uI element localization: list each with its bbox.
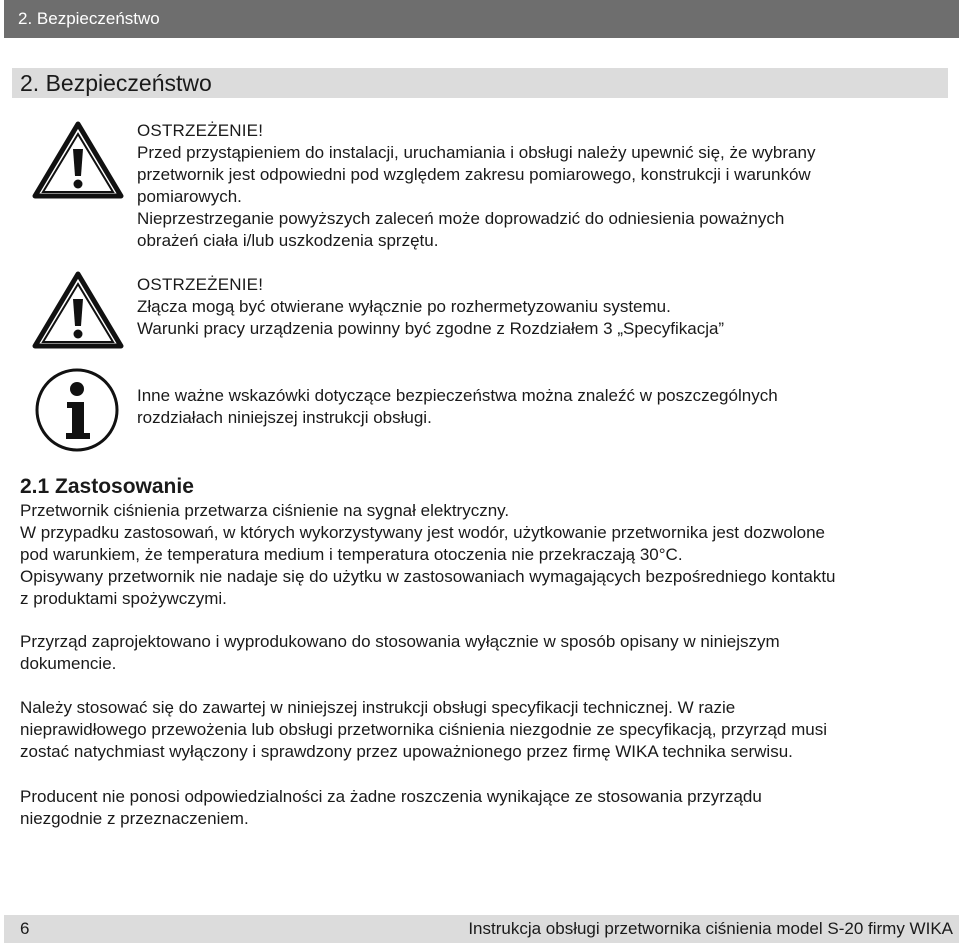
paragraph-line: pod warunkiem, że temperatura medium i temperatura otoczenia nie przekraczają 30°C. bbox=[20, 545, 683, 564]
paragraph-line: z produktami spożywczymi. bbox=[20, 589, 227, 608]
paragraph-line: dokumencie. bbox=[20, 654, 117, 673]
info-line: rozdziałach niniejszej instrukcji obsługi. bbox=[137, 408, 432, 427]
section-title-bar bbox=[12, 68, 948, 98]
paragraph bbox=[20, 631, 945, 675]
warning-line: przetwornik jest odpowiedni pod względem zakresu pomiarowego, konstrukcji i warunków bbox=[137, 165, 811, 184]
info-block bbox=[137, 385, 937, 429]
warning-line: Nieprzestrzeganie powyższych zaleceń może doprowadzić do odniesienia poważnych bbox=[137, 209, 785, 228]
warning-block-1 bbox=[137, 120, 937, 252]
warning-triangle-icon bbox=[32, 271, 124, 354]
warning-block-2 bbox=[137, 274, 937, 340]
warning-line: Złącza mogą być otwierane wyłącznie po rozhermetyzowaniu systemu. bbox=[137, 297, 671, 316]
page-footer bbox=[4, 915, 959, 943]
section-title: 2. Bezpieczeństwo bbox=[20, 70, 212, 96]
info-icon bbox=[34, 367, 120, 458]
warning-line: obrażeń ciała i/lub uszkodzenia sprzętu. bbox=[137, 231, 439, 250]
footer-document-title: Instrukcja obsługi przetwornika ciśnienia model S-20 firmy WIKA bbox=[468, 919, 953, 938]
warning-line: Przed przystąpieniem do instalacji, uruchamiania i obsługi należy upewnić się, że wybrany bbox=[137, 143, 816, 162]
running-header bbox=[4, 0, 959, 38]
warning-title: OSTRZEŻENIE! bbox=[137, 121, 264, 140]
paragraph bbox=[20, 786, 945, 830]
info-line: Inne ważne wskazówki dotyczące bezpieczeństwa można znaleźć w poszczególnych bbox=[137, 386, 778, 405]
warning-line: pomiarowych. bbox=[137, 187, 242, 206]
warning-line: Warunki pracy urządzenia powinny być zgodne z Rozdziałem 3 „Specyfikacja” bbox=[137, 319, 725, 338]
page-number: 6 bbox=[20, 919, 30, 938]
paragraph-line: nieprawidłowego przewożenia lub obsługi przetwornika ciśnienia niezgodnie ze specyfikacją, przyrząd musi bbox=[20, 720, 827, 739]
paragraph-line: Opisywany przetwornik nie nadaje się do użytku w zastosowaniach wymagających bezpośredniego kontaktu bbox=[20, 567, 836, 586]
paragraph-line: zostać natychmiast wyłączony i sprawdzony przez upoważnionego przez firmę WIKA technika serwisu. bbox=[20, 742, 793, 761]
paragraph-line: niezgodnie z przeznaczeniem. bbox=[20, 809, 249, 828]
paragraph bbox=[20, 500, 945, 610]
paragraph-line: W przypadku zastosowań, w których wykorzystywany jest wodór, użytkowanie przetwornika jest dozwolone bbox=[20, 523, 826, 542]
paragraph-line: Przyrząd zaprojektowano i wyprodukowano do stosowania wyłącznie w sposób opisany w niniejszym bbox=[20, 632, 780, 651]
paragraph-line: Producent nie ponosi odpowiedzialności za żadne roszczenia wynikające ze stosowania przyrządu bbox=[20, 787, 762, 806]
warning-title: OSTRZEŻENIE! bbox=[137, 275, 264, 294]
paragraph bbox=[20, 697, 945, 763]
paragraph-line: Przetwornik ciśnienia przetwarza ciśnienie na sygnał elektryczny. bbox=[20, 501, 510, 520]
warning-triangle-icon bbox=[32, 121, 124, 204]
running-header-title: 2. Bezpieczeństwo bbox=[18, 9, 160, 28]
paragraph-line: Należy stosować się do zawartej w niniejszej instrukcji obsługi specyfikacji technicznej. W razie bbox=[20, 698, 736, 717]
subsection-title: 2.1 Zastosowanie bbox=[20, 475, 194, 498]
